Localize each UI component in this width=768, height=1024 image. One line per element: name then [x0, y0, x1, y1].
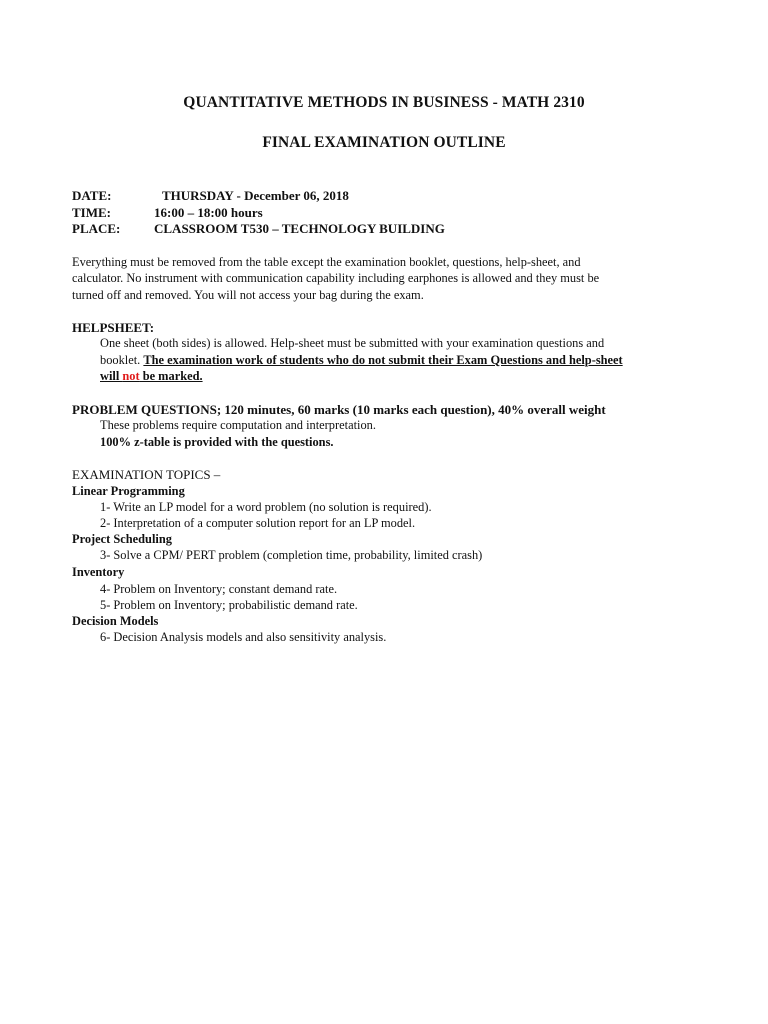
topic-section-decision-models: Decision Models — [72, 614, 159, 628]
topic-item-3: 3- Solve a CPM/ PERT problem (completion time, probability, limited crash) — [100, 548, 483, 562]
document-subtitle: FINAL EXAMINATION OUTLINE — [262, 134, 506, 151]
rules-line-3: turned off and removed. You will not access your bag during the exam. — [72, 288, 424, 302]
date-label: DATE: — [72, 188, 112, 203]
topic-section-project-scheduling: Project Scheduling — [72, 532, 172, 546]
place-label: PLACE: — [72, 221, 121, 236]
helpsheet-line-3-b: be marked. — [139, 369, 203, 383]
document-title: QUANTITATIVE METHODS IN BUSINESS - MATH 2310 — [183, 94, 585, 111]
problems-line-2: 100% z-table is provided with the questions. — [100, 435, 334, 449]
helpsheet-line-2-plain: booklet. — [100, 353, 144, 367]
time-label: TIME: — [72, 205, 111, 220]
helpsheet-line-3 — [100, 368, 203, 385]
topic-item-5: 5- Problem on Inventory; probabilistic demand rate. — [100, 598, 358, 612]
topic-item-1: 1- Write an LP model for a word problem (no solution is required). — [100, 500, 432, 514]
helpsheet-line-3-a: will — [100, 369, 123, 383]
helpsheet-not-emphasis: not — [122, 369, 140, 383]
topics-heading: EXAMINATION TOPICS – — [72, 467, 221, 482]
helpsheet-heading: HELPSHEET: — [72, 320, 155, 335]
topic-item-6: 6- Decision Analysis models and also sensitivity analysis. — [100, 630, 387, 644]
time-row — [72, 205, 263, 221]
problems-heading: PROBLEM QUESTIONS; 120 minutes, 60 marks (10 marks each question), 40% overall weight — [72, 402, 606, 417]
date-row — [72, 188, 349, 204]
rules-line-1: Everything must be removed from the table except the examination booklet, questions, help-sheet, and — [72, 255, 581, 269]
topic-item-2: 2- Interpretation of a computer solution report for an LP model. — [100, 516, 416, 530]
date-value: THURSDAY - December 06, 2018 — [162, 188, 349, 203]
topic-item-4: 4- Problem on Inventory; constant demand rate. — [100, 582, 338, 596]
problems-line-1: These problems require computation and interpretation. — [100, 418, 376, 432]
topic-section-inventory: Inventory — [72, 565, 125, 579]
place-row — [72, 221, 445, 237]
place-value: CLASSROOM T530 – TECHNOLOGY BUILDING — [154, 221, 445, 236]
helpsheet-line-1: One sheet (both sides) is allowed. Help-sheet must be submitted with your examination questions and — [100, 336, 605, 350]
time-value: 16:00 – 18:00 hours — [154, 205, 263, 220]
rules-line-2: calculator. No instrument with communication capability including earphones is allowed and they must be — [72, 271, 600, 285]
helpsheet-line-2 — [100, 352, 623, 369]
helpsheet-warning: The examination work of students who do not submit their Exam Questions and help-sheet — [143, 353, 623, 367]
topic-section-linear-programming: Linear Programming — [72, 484, 185, 498]
